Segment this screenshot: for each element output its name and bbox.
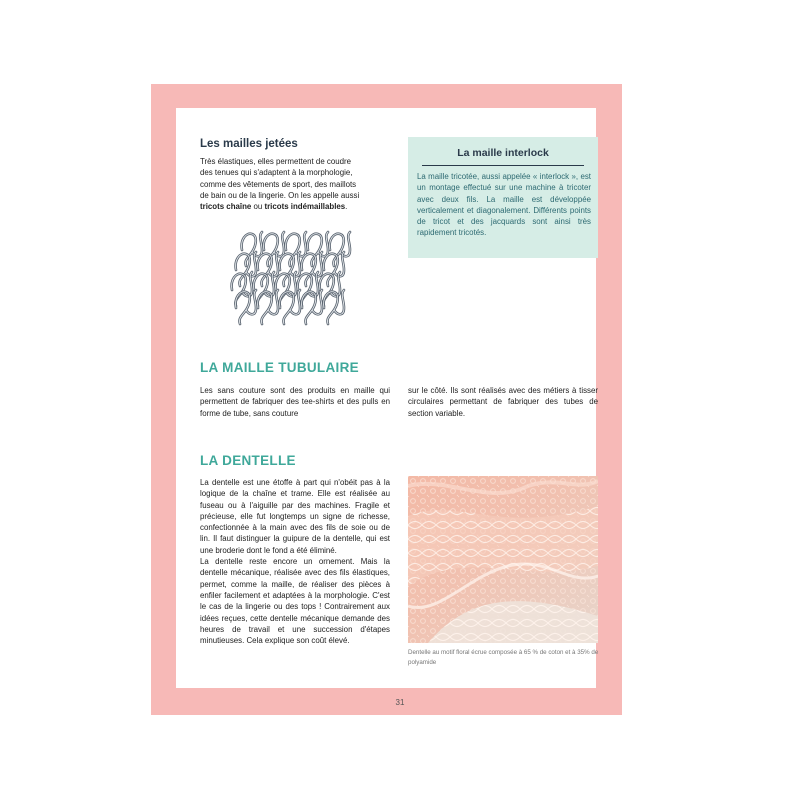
dentelle-para2: La dentelle reste encore un ornement. Mais la dentelle mécanique, réalisée avec des fils élastiques, permet, comme la maille, de réaliser des pièces à enfiler facilement et adaptées à la morphologie. C'est le cas de la lingerie ou des tops ! Contrairement aux idées reçues, cette dentelle mécanique demande des heures de travail et une succession d'étapes minutieuses. Cela explique son coût élevé.	[200, 557, 390, 646]
sidebar-divider	[422, 165, 584, 166]
bold-term: tricots chaîne	[200, 202, 252, 212]
text-line: Très élastiques, elles permettent de coudre	[200, 157, 352, 166]
lace-photo	[408, 476, 598, 643]
photo-caption: Dentelle au motif floral écrue composée à 65 % de coton et à 35% de polyamide	[408, 649, 599, 666]
connector: ou	[251, 202, 265, 212]
heading-maille-tubulaire: LA MAILLE TUBULAIRE	[200, 360, 359, 375]
paragraph-tubulaire-col2: sur le côté. Ils sont réalisés avec des métiers à tisser circulaires permettant de fabriquer des tubes de section variable.	[408, 386, 598, 418]
knit-stitch-illustration	[228, 226, 356, 326]
heading-mailles-jetees: Les mailles jetées	[200, 138, 298, 150]
page-number: 31	[395, 698, 405, 707]
stitch-grid	[232, 232, 350, 324]
text-line: des tenues qui s'adaptent à la morphologie,	[200, 168, 353, 178]
sidebar-text: La maille tricotée, aussi appelée « interlock », est un montage effectué sur une machine à tricoter avec deux fils. La maille est développée verticalement et diagonalement. Différents points de tricot et des jacquards sont ainsi très rapidement tricotés.	[417, 172, 591, 238]
paragraph-dentelle	[200, 477, 390, 646]
text-line: de bain ou de la lingerie. On les appelle aussi	[200, 190, 360, 200]
paragraph-tubulaire-col1: Les sans couture sont des produits en maille qui permettent de fabriquer des tee-shirts et des pulls en forme de tube, sans couture	[200, 386, 390, 418]
bold-term: tricots indémaillables	[264, 202, 346, 212]
heading-dentelle: LA DENTELLE	[200, 453, 296, 468]
interlock-sidebar	[408, 137, 598, 258]
sidebar-title: La maille interlock	[457, 147, 549, 159]
text-line-last	[200, 201, 376, 212]
dentelle-para1: La dentelle est une étoffe à part qui n'obéit pas à la logique de la chaîne et trame. Elle est réalisée au fuseau ou à l'aiguille par des machines. Fragile et précieuse, elle fut longtemps un signe de richesse, confectionnée à la main avec des fils de soie ou de lin. Il faut distinguer la guipure de la dentelle, qui est une broderie dont le fond a été éliminé.	[200, 478, 390, 555]
paragraph-mailles-jetees	[200, 156, 376, 212]
period: .	[345, 202, 348, 212]
text-line: comme des vêtements de sport, des maillots	[200, 179, 357, 189]
